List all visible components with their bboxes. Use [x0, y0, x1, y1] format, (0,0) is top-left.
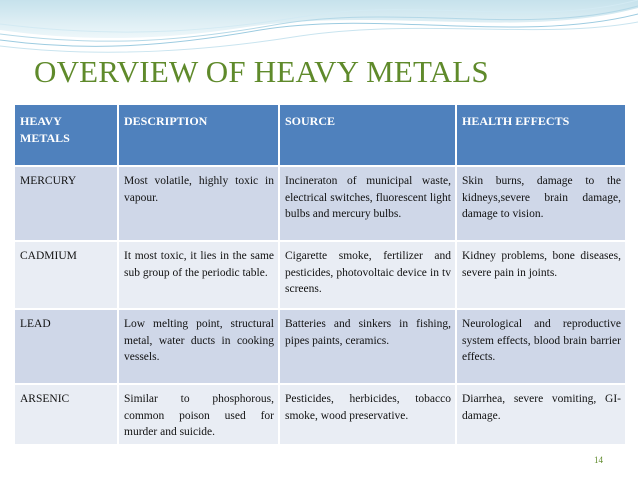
description-cell: Low melting point, structural metal, water ducts in cooking vessels. — [118, 309, 279, 384]
header-heavy-metals: HEAVY METALS — [14, 104, 118, 166]
description-cell: It most toxic, it lies in the same sub group of the periodic table. — [118, 241, 279, 309]
source-cell: Incineraton of municipal waste, electrical switches, fluorescent light bulbs and mercury bulbs. — [279, 166, 456, 241]
description-cell: Similar to phosphorous, common poison used for murder and suicide. — [118, 384, 279, 445]
table-row — [14, 309, 626, 384]
source-cell: Pesticides, herbicides, tobacco smoke, wood preservative. — [279, 384, 456, 445]
header-health-effects: HEALTH EFFECTS — [456, 104, 626, 166]
health-effects-cell: Kidney problems, bone diseases, severe pain in joints. — [456, 241, 626, 309]
table-row — [14, 384, 626, 445]
slide-title: OVERVIEW OF HEAVY METALS — [34, 54, 489, 89]
page-number: 14 — [594, 455, 603, 465]
metal-name-cell: LEAD — [14, 309, 118, 384]
health-effects-cell: Diarrhea, severe vomiting, GI-damage. — [456, 384, 626, 445]
header-source: SOURCE — [279, 104, 456, 166]
table-row — [14, 241, 626, 309]
source-cell: Batteries and sinkers in fishing, pipes paints, ceramics. — [279, 309, 456, 384]
heavy-metals-table — [13, 103, 627, 446]
metal-name-cell: ARSENIC — [14, 384, 118, 445]
table-header-row — [14, 104, 626, 166]
description-cell: Most volatile, highly toxic in vapour. — [118, 166, 279, 241]
table-row — [14, 166, 626, 241]
health-effects-cell: Neurological and reproductive system effects, blood brain barrier effects. — [456, 309, 626, 384]
source-cell: Cigarette smoke, fertilizer and pesticides, photovoltaic device in tv screens. — [279, 241, 456, 309]
metal-name-cell: MERCURY — [14, 166, 118, 241]
health-effects-cell: Skin burns, damage to the kidneys,severe brain damage, damage to vision. — [456, 166, 626, 241]
metal-name-cell: CADMIUM — [14, 241, 118, 309]
header-description: DESCRIPTION — [118, 104, 279, 166]
